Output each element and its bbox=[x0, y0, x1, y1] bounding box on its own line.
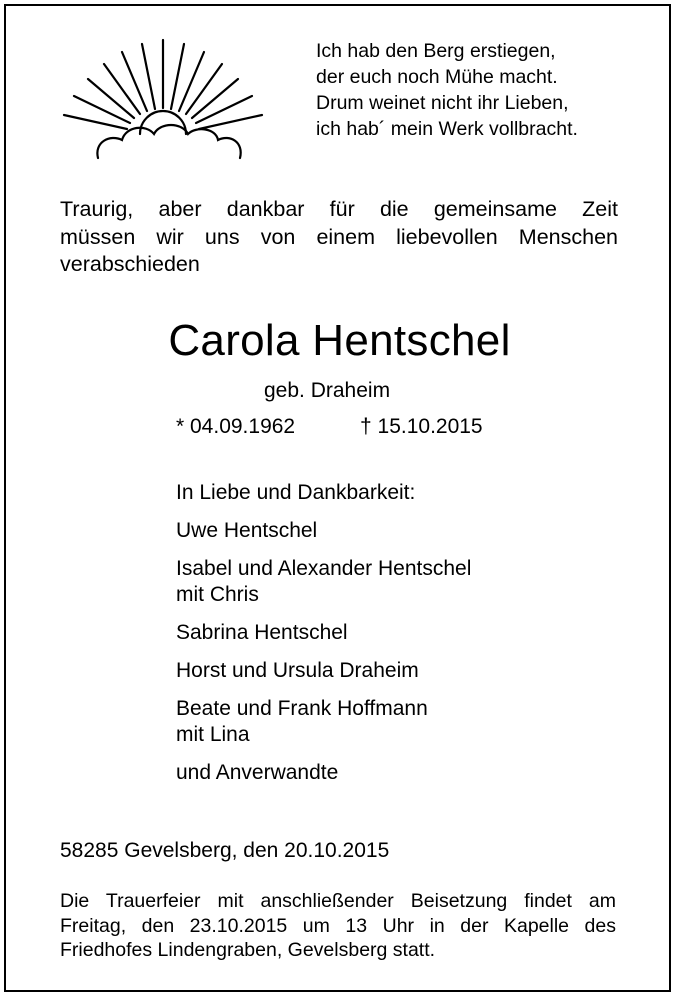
mourner-line: Uwe Hentschel bbox=[176, 519, 318, 542]
mourners-list bbox=[176, 480, 471, 798]
mourner-line: und Anverwandte bbox=[176, 761, 339, 784]
intro-text bbox=[60, 196, 618, 279]
mourner-entry bbox=[176, 556, 471, 608]
poem-line: ich hab´ mein Werk vollbracht. bbox=[316, 118, 578, 140]
funeral-line: Die Trauerfeier mit anschließender Beisetzung findet am bbox=[60, 890, 616, 912]
poem-line: Ich hab den Berg erstiegen, bbox=[316, 40, 556, 62]
place-and-date: 58285 Gevelsberg, den 20.10.2015 bbox=[60, 839, 390, 862]
mourner-entry bbox=[176, 696, 471, 748]
mourner-entry bbox=[176, 658, 471, 684]
mourner-entry bbox=[176, 760, 471, 786]
poem-line: der euch noch Mühe macht. bbox=[316, 66, 558, 88]
mourner-line: Horst und Ursula Draheim bbox=[176, 659, 419, 682]
mourner-entry bbox=[176, 518, 471, 544]
mourner-line: Isabel und Alexander Hentschel bbox=[176, 557, 472, 580]
intro-line: Traurig, aber dankbar für die gemeinsame Zeit bbox=[60, 197, 618, 221]
mourner-line: mit Lina bbox=[176, 723, 250, 746]
funeral-line: Freitag, den 23.10.2015 um 13 Uhr in der Kapelle des bbox=[60, 914, 616, 937]
rising-sun-icon bbox=[54, 30, 284, 175]
poem-line: Drum weinet nicht ihr Lieben, bbox=[316, 92, 569, 114]
death-date: † 15.10.2015 bbox=[360, 415, 483, 438]
funeral-info bbox=[60, 889, 616, 963]
intro-line: müssen wir uns von einem liebevollen Menschen bbox=[60, 224, 618, 249]
mourner-line: mit Chris bbox=[176, 583, 259, 606]
birth-date: * 04.09.1962 bbox=[176, 415, 296, 438]
maiden-name: geb. Draheim bbox=[264, 379, 391, 402]
deceased-name: Carola Hentschel bbox=[168, 316, 511, 365]
mourners-heading: In Liebe und Dankbarkeit: bbox=[176, 481, 416, 504]
mourner-entry bbox=[176, 620, 471, 646]
mourner-line: Beate und Frank Hoffmann bbox=[176, 697, 428, 720]
mourner-line: Sabrina Hentschel bbox=[176, 621, 348, 644]
funeral-line: Friedhofes Lindengraben, Gevelsberg statt. bbox=[60, 939, 436, 961]
memorial-poem bbox=[316, 38, 578, 142]
intro-line: verabschieden bbox=[60, 252, 200, 276]
